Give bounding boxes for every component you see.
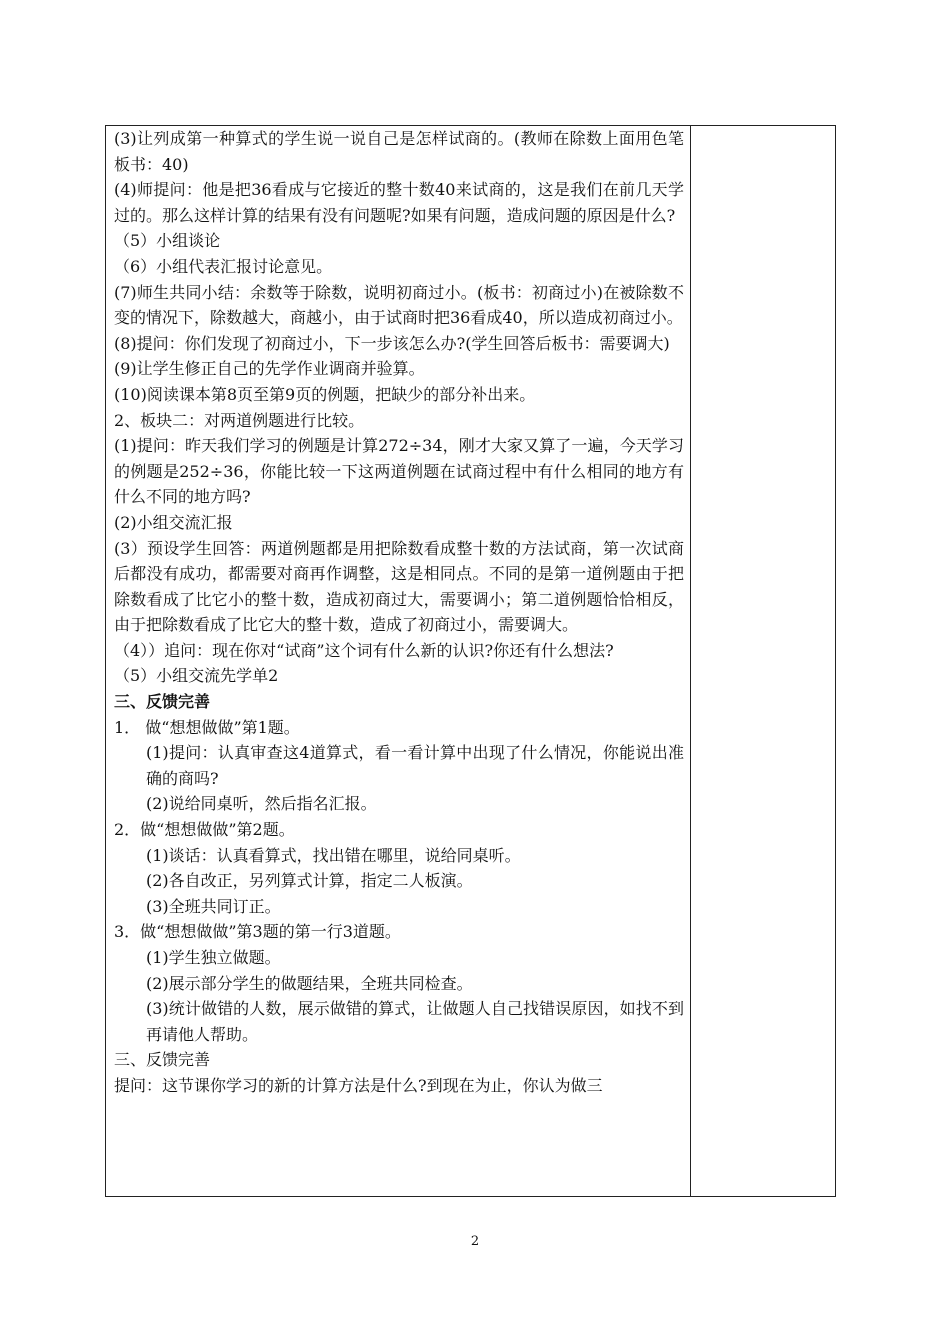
paragraph: （5）小组谈论 xyxy=(114,231,221,251)
paragraph: (7)师生共同小结：余数等于除数，说明初商过小。(板书：初商过小)在被除数不变的情况下，除数越大，商越小，由于试商时把36看成40，所以造成初商过小。 xyxy=(114,282,684,328)
paragraph: 提问：这节课你学习的新的计算方法是什么?到现在为止，你认为做三 xyxy=(114,1075,603,1095)
paragraph: 2．做“想想做做”第2题。 xyxy=(114,820,295,840)
paragraph: (10)阅读课本第8页至第9页的例题，把缺少的部分补出来。 xyxy=(114,384,536,404)
paragraph: (3)让列成第一种算式的学生说一说自己是怎样试商的。(教师在除数上面用色笔板书：40) xyxy=(114,129,684,174)
paragraph: (2)小组交流汇报 xyxy=(114,512,233,532)
paragraph: (1)学生独立做题。 xyxy=(146,948,281,967)
paragraph: 三、反馈完善 xyxy=(114,1050,211,1070)
lesson-plan-table xyxy=(105,125,836,1197)
paragraph: (8)提问：你们发现了初商过小，下一步该怎么办?(学生回答后板书：需要调大) xyxy=(114,333,670,353)
page-number: 2 xyxy=(470,1234,480,1249)
paragraph: (3)统计做错的人数，展示做错的算式，让做题人自己找错误原因，如找不到再请他人帮助。 xyxy=(146,999,684,1044)
lesson-content-cell xyxy=(114,126,684,1099)
paragraph: (1)谈话：认真看算式，找出错在哪里，说给同桌听。 xyxy=(146,845,521,865)
paragraph: （4））追问：现在你对“试商”这个词有什么新的认识?你还有什么想法? xyxy=(114,640,614,660)
section-heading: 三、反馈完善 xyxy=(114,692,211,712)
paragraph: (1)提问：认真审查这4道算式，看一看计算中出现了什么情况，你能说出准确的商吗? xyxy=(146,743,684,788)
paragraph: 1． 做“想想做做”第1题。 xyxy=(114,717,300,737)
paragraph: 2、板块二：对两道例题进行比较。 xyxy=(114,410,365,430)
paragraph: （6）小组代表汇报讨论意见。 xyxy=(114,256,333,276)
paragraph: (3）预设学生回答：两道例题都是用把除数看成整十数的方法试商，第一次试商后都没有成功，都需要对商再作调整，这是相同点。不同的是第一道例题由于把除数看成了比它小的整十数，造成初商过大，需要调小；第二道例题恰恰相反，由于把除数看成了比它大的整十数，造成了初商过小，需要调大。 xyxy=(114,538,684,635)
paragraph: 3．做“想想做做”第3题的第一行3道题。 xyxy=(114,922,401,942)
paragraph: (9)让学生修正自己的先学作业调商并验算。 xyxy=(114,359,425,379)
column-divider xyxy=(690,126,691,1196)
paragraph: （5）小组交流先学单2 xyxy=(114,666,279,686)
paragraph: (2)展示部分学生的做题结果，全班共同检查。 xyxy=(146,973,473,993)
paragraph: (2)说给同桌听，然后指名汇报。 xyxy=(146,794,377,814)
paragraph: (1)提问：昨天我们学习的例题是计算272÷34，刚才大家又算了一遍，今天学习的例题是252÷36，你能比较一下这两道例题在试商过程中有什么相同的地方有什么不同的地方吗? xyxy=(114,436,684,507)
paragraph: (3)全班共同订正。 xyxy=(146,896,281,916)
paragraph: (4)师提问：他是把36看成与它接近的整十数40来试商的，这是我们在前几天学过的。那么这样计算的结果有没有问题呢?如果有问题，造成问题的原因是什么? xyxy=(114,180,684,225)
paragraph: (2)各自改正，另列算式计算，指定二人板演。 xyxy=(146,871,473,891)
